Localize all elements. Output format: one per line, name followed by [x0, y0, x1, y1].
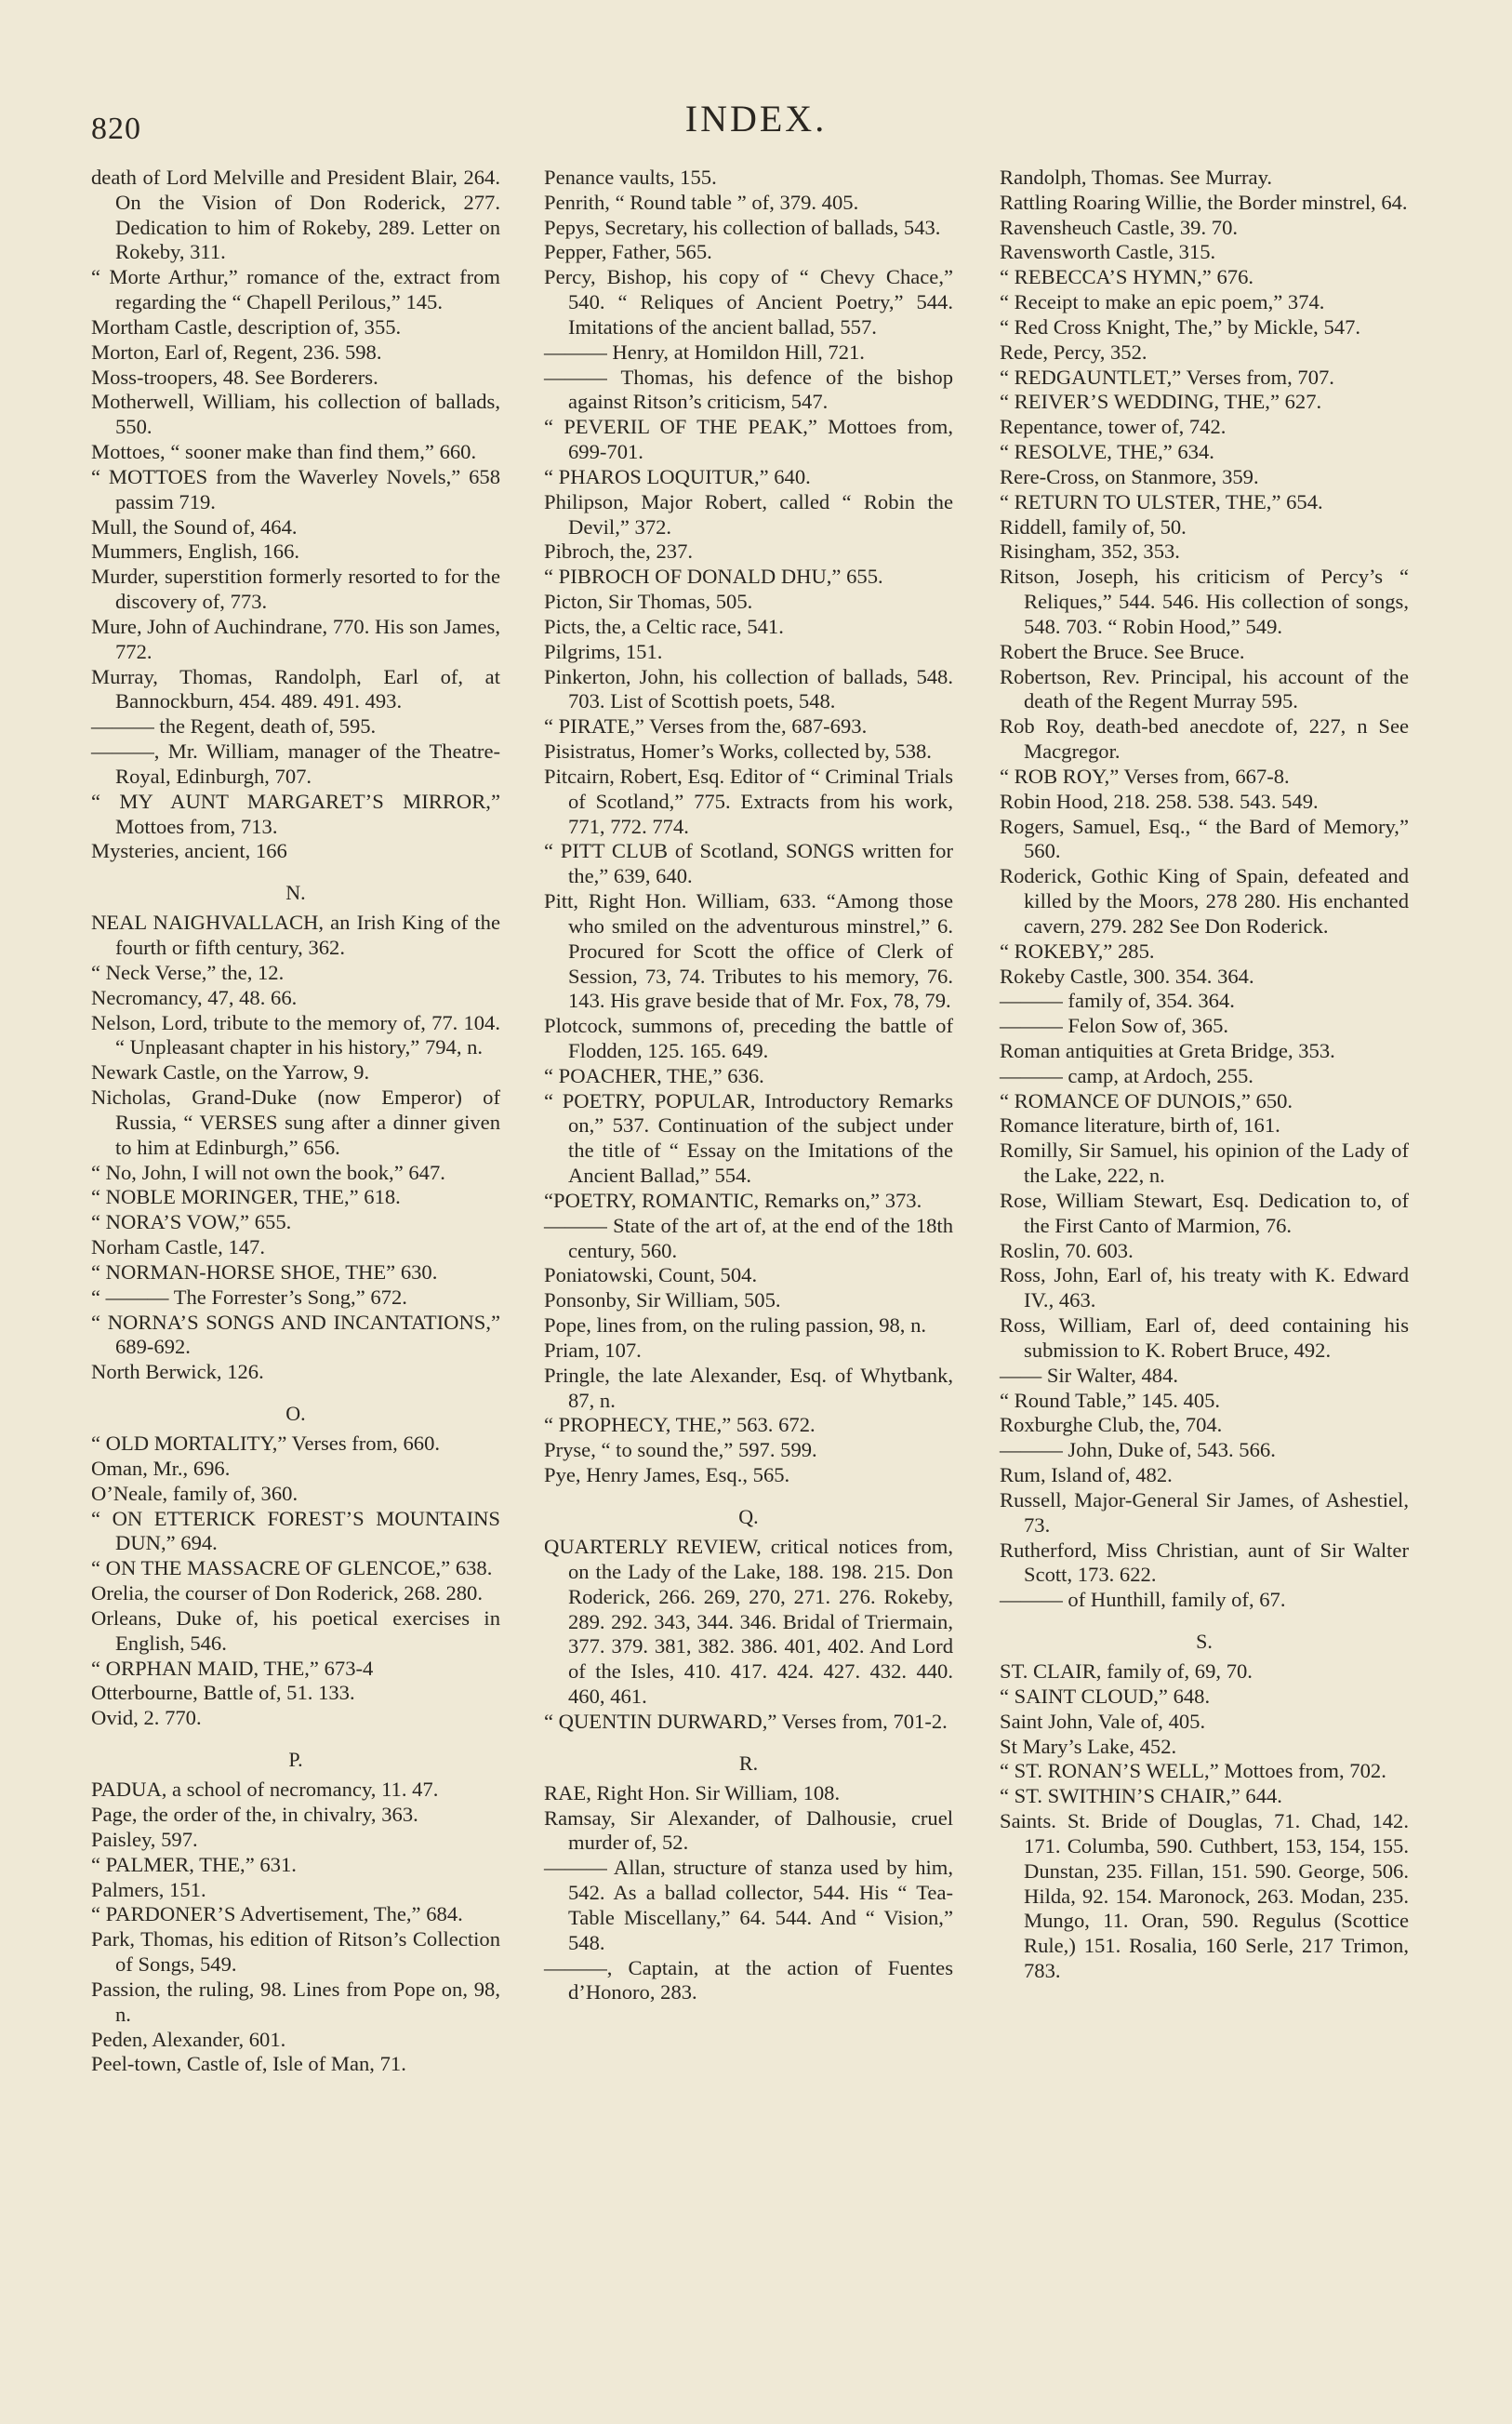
- index-entry: Rose, William Stewart, Esq. Dedication to, of the First Canto of Marmion, 76.: [1000, 1188, 1409, 1237]
- index-entry: “ ST. RONAN’S WELL,” Mottoes from, 702.: [1000, 1759, 1386, 1783]
- page-number: 820: [91, 112, 141, 146]
- index-entry: Palmers, 151.: [91, 1877, 206, 1901]
- index-entry: Passion, the ruling, 98. Lines from Pope on, 98, n.: [91, 1977, 500, 2026]
- index-entry: Roxburghe Club, the, 704.: [1000, 1413, 1223, 1437]
- running-head: INDEX.: [684, 98, 828, 140]
- index-entry: Rum, Island of, 482.: [1000, 1463, 1173, 1487]
- index-entry: NEAL NAIGHVALLACH, an Irish King of the fourth or fifth century, 362.: [91, 911, 500, 960]
- index-entry: Percy, Bishop, his copy of “ Chevy Chace,” 540. “ Reliques of Ancient Poetry,” 544. Imitations of the ancient ballad, 557.: [544, 265, 953, 339]
- index-entry: Orelia, the courser of Don Roderick, 268. 280.: [91, 1581, 484, 1605]
- index-entry: ——— State of the art of, at the end of the 18th century, 560.: [544, 1213, 953, 1262]
- index-entry: RAE, Right Hon. Sir William, 108.: [544, 1780, 841, 1805]
- index-entry: ——— John, Duke of, 543. 566.: [1000, 1438, 1276, 1462]
- index-entry: Newark Castle, on the Yarrow, 9.: [91, 1060, 370, 1085]
- index-entry: Rere-Cross, on Stanmore, 359.: [1000, 464, 1259, 488]
- index-entry: Plotcock, summons of, preceding the battle of Flodden, 125. 165. 649.: [544, 1014, 953, 1062]
- index-entry: Orleans, Duke of, his poetical exercises in English, 546.: [91, 1605, 500, 1655]
- index-entry: Rattling Roaring Willie, the Border minstrel, 64.: [1000, 190, 1408, 214]
- index-entry: North Berwick, 126.: [91, 1360, 264, 1384]
- index-entry: “ ORPHAN MAID, THE,” 673-4: [91, 1656, 374, 1680]
- index-entry: “ PALMER, THE,” 631.: [91, 1852, 297, 1876]
- index-entry: “ RESOLVE, THE,” 634.: [1000, 440, 1214, 464]
- index-entry: “ POETRY, POPULAR, Introductory Remarks on,” 537. Continuation of the subject under the title of “ Essay on the Imitations of the Ancient Ballad,” 554.: [544, 1088, 953, 1188]
- index-entry: “ NORNA’S SONGS AND INCANTATIONS,” 689-692.: [91, 1310, 500, 1359]
- index-entry: Roslin, 70. 603.: [1000, 1238, 1134, 1262]
- index-entry: Morton, Earl of, Regent, 236. 598.: [91, 340, 382, 364]
- index-entry: Norham Castle, 147.: [91, 1235, 265, 1259]
- index-entry: Saints. St. Bride of Douglas, 71. Chad, 142. 171. Columba, 590. Cuthbert, 153, 154, 155. Dunstan, 235. Fillan, 151. 590. George, 506. Hilda, 92. 154. Maronock, 263. Modan, 235. Mungo, 11. Oran, 590. Regulus (Scottice Rule,) 151. Rosalia, 160 Serle, 217 Trimon, 783.: [1000, 1809, 1409, 1983]
- index-entry: Pye, Henry James, Esq., 565.: [544, 1463, 790, 1487]
- index-column-3: [1000, 166, 1409, 1984]
- index-entry: ——— Thomas, his defence of the bishop against Ritson’s criticism, 547.: [544, 365, 953, 414]
- index-entry: “ NOBLE MORINGER, THE,” 618.: [91, 1185, 401, 1209]
- index-entry: “ ROKEBY,” 285.: [1000, 939, 1155, 963]
- index-entry: Saint John, Vale of, 405.: [1000, 1709, 1206, 1733]
- index-entry: “ REIVER’S WEDDING, THE,” 627.: [1000, 390, 1322, 414]
- index-entry: Rob Roy, death-bed anecdote of, 227, n See Macgregor.: [1000, 714, 1409, 764]
- index-entry: Mortham Castle, description of, 355.: [91, 314, 402, 339]
- index-entry: “ PROPHECY, THE,” 563. 672.: [544, 1413, 816, 1437]
- index-entry: Robert the Bruce. See Bruce.: [1000, 639, 1245, 663]
- index-entry: Pitt, Right Hon. William, 633. “Among those who smiled on the adventurous minstrel,” 6. Procured for Scott the office of Clerk of Session, 73, 74. Tributes to his memory, 76. 143. His grave beside that of Mr. Fox, 78, 79.: [544, 889, 953, 1013]
- index-entry: “ PEVERIL OF THE PEAK,” Mottoes from, 699-701.: [544, 415, 953, 464]
- index-entry: Otterbourne, Battle of, 51. 133.: [91, 1681, 355, 1705]
- index-entry: Picton, Sir Thomas, 505.: [544, 590, 753, 614]
- index-entry: “ Red Cross Knight, The,” by Mickle, 547.: [1000, 314, 1361, 339]
- index-entry: Mottoes, “ sooner make than find them,” 660.: [91, 440, 477, 464]
- index-entry: “ PIRATE,” Verses from the, 687-693.: [544, 714, 868, 739]
- index-entry: —— Sir Walter, 484.: [1000, 1363, 1179, 1387]
- index-entry: Mysteries, ancient, 166: [91, 839, 287, 863]
- index-entry: Riddell, family of, 50.: [1000, 514, 1187, 539]
- section-letter-heading: O.: [285, 1402, 306, 1426]
- index-entry: Repentance, tower of, 742.: [1000, 415, 1227, 439]
- index-entry: Murray, Thomas, Randolph, Earl of, at Bannockburn, 454. 489. 491. 493.: [91, 664, 500, 713]
- index-entry: Ross, John, Earl of, his treaty with K. Edward IV., 463.: [1000, 1263, 1409, 1312]
- index-entry: “ SAINT CLOUD,” 648.: [1000, 1684, 1211, 1708]
- index-entry: QUARTERLY REVIEW, critical notices from, on the Lady of the Lake, 188. 198. 215. Don Roderick, 266. 269, 270, 271. 276. Rokeby, 289. 292. 343, 344. 346. Bridal of Triermain, 377. 379. 381, 382. 386. 401, 402. And Lord of the Isles, 410. 417. 424. 427. 432. 440. 460, 461.: [544, 1535, 953, 1708]
- index-column-1: [91, 166, 500, 2077]
- index-entry: Necromancy, 47, 48. 66.: [91, 985, 298, 1009]
- index-entry: Pinkerton, John, his collection of ballads, 548. 703. List of Scottish poets, 548.: [544, 664, 953, 713]
- index-entry: Robin Hood, 218. 258. 538. 543. 549.: [1000, 789, 1319, 813]
- index-entry: Park, Thomas, his edition of Ritson’s Collection of Songs, 549.: [91, 1927, 500, 1977]
- index-entry: Pepper, Father, 565.: [544, 240, 712, 264]
- index-entry: “ ON THE MASSACRE OF GLENCOE,” 638.: [91, 1556, 493, 1580]
- index-entry: “ MY AUNT MARGARET’S MIRROR,” Mottoes from, 713.: [91, 789, 500, 838]
- index-entry: Pringle, the late Alexander, Esq. of Whytbank, 87, n.: [544, 1363, 953, 1412]
- index-entry: Murder, superstition formerly resorted to for the discovery of, 773.: [91, 565, 500, 614]
- index-entry: Rede, Percy, 352.: [1000, 340, 1147, 364]
- index-entry: Poniatowski, Count, 504.: [544, 1263, 758, 1287]
- index-entry: Ravensheuch Castle, 39. 70.: [1000, 215, 1239, 239]
- index-entry: “ ROB ROY,” Verses from, 667-8.: [1000, 764, 1290, 788]
- index-entry: Roderick, Gothic King of Spain, defeated and killed by the Moors, 278 280. His enchanted cavern, 279. 282 See Don Roderick.: [1000, 864, 1409, 938]
- index-entry: O’Neale, family of, 360.: [91, 1481, 298, 1505]
- index-entry: Pisistratus, Homer’s Works, collected by, 538.: [544, 739, 932, 764]
- index-entry: Page, the order of the, in chivalry, 363.: [91, 1803, 418, 1827]
- index-entry: Randolph, Thomas. See Murray.: [1000, 166, 1273, 189]
- index-entry: ——— family of, 354. 364.: [1000, 989, 1235, 1013]
- index-entry: Priam, 107.: [544, 1338, 642, 1362]
- index-entry: “ QUENTIN DURWARD,” Verses from, 701-2.: [544, 1709, 948, 1733]
- index-entry: Ross, William, Earl of, deed containing his submission to K. Robert Bruce, 492.: [1000, 1313, 1409, 1362]
- index-entry: Paisley, 597.: [91, 1827, 198, 1851]
- index-entry: ——— the Regent, death of, 595.: [91, 714, 377, 739]
- section-letter-heading: S.: [1196, 1630, 1213, 1654]
- index-entry: Nelson, Lord, tribute to the memory of, 77. 104. “ Unpleasant chapter in his history,” 794, n.: [91, 1010, 500, 1059]
- section-letter-heading: R.: [738, 1751, 759, 1775]
- index-entry: Pibroch, the, 237.: [544, 539, 694, 564]
- index-entry: ST. CLAIR, family of, 69, 70.: [1000, 1659, 1253, 1684]
- index-entry: Pitcairn, Robert, Esq. Editor of “ Criminal Trials of Scotland,” 775. Extracts from his work, 771, 772. 774.: [544, 764, 953, 838]
- index-entry: “ REDGAUNTLET,” Verses from, 707.: [1000, 365, 1334, 389]
- index-entry: “ ST. SWITHIN’S CHAIR,” 644.: [1000, 1784, 1282, 1808]
- index-entry: Penance vaults, 155.: [544, 166, 717, 189]
- index-entry: “POETRY, ROMANTIC, Remarks on,” 373.: [544, 1188, 922, 1212]
- index-entry: “ ROMANCE OF DUNOIS,” 650.: [1000, 1088, 1293, 1112]
- index-entry: “ PHAROS LOQUITUR,” 640.: [544, 464, 811, 488]
- index-entry: ——— Felon Sow of, 365.: [1000, 1014, 1229, 1038]
- index-entry: “ PITT CLUB of Scotland, SONGS written for the,” 639, 640.: [544, 839, 953, 888]
- index-entry: Peel-town, Castle of, Isle of Man, 71.: [91, 2052, 406, 2076]
- index-entry: ——— Henry, at Homildon Hill, 721.: [544, 340, 865, 364]
- index-entry: Ramsay, Sir Alexander, of Dalhousie, cruel murder of, 52.: [544, 1805, 953, 1855]
- index-entry: Pepys, Secretary, his collection of ballads, 543.: [544, 215, 941, 239]
- index-entry: “ Receipt to make an epic poem,” 374.: [1000, 290, 1325, 314]
- index-entry: “ REBECCA’S HYMN,” 676.: [1000, 265, 1254, 289]
- index-entry: death of Lord Melville and President Blair, 264. On the Vision of Don Roderick, 277. Dedication to him of Rokeby, 289. Letter on Rokeby, 311.: [91, 166, 500, 264]
- index-entry: Nicholas, Grand-Duke (now Emperor) of Russia, “ VERSES sung after a dinner given to him at Edinburgh,” 656.: [91, 1085, 500, 1159]
- index-entry: ——— Allan, structure of stanza used by him, 542. As a ballad collector, 544. His “ Tea-Table Miscellany,” 64. 544. And “ Vision,” 548.: [544, 1856, 953, 1954]
- index-entry: “ MOTTOES from the Waverley Novels,” 658 passim 719.: [91, 464, 500, 513]
- index-entry: “ Neck Verse,” the, 12.: [91, 960, 285, 984]
- index-entry: Robertson, Rev. Principal, his account of the death of the Regent Murray 595.: [1000, 664, 1409, 713]
- index-entry: Pope, lines from, on the ruling passion, 98, n.: [544, 1313, 927, 1338]
- index-entry: Picts, the, a Celtic race, 541.: [544, 614, 784, 638]
- index-entry: Romilly, Sir Samuel, his opinion of the Lady of the Lake, 222, n.: [1000, 1139, 1409, 1188]
- section-letter-heading: Q.: [738, 1504, 759, 1528]
- index-entry: Romance literature, birth of, 161.: [1000, 1113, 1280, 1138]
- index-entry: “ ON ETTERICK FOREST’S MOUNTAINS DUN,” 694.: [91, 1506, 500, 1555]
- index-entry: Pryse, “ to sound the,” 597. 599.: [544, 1438, 817, 1462]
- index-entry: Pilgrims, 151.: [544, 639, 663, 663]
- index-entry: Russell, Major-General Sir James, of Ashestiel, 73.: [1000, 1487, 1409, 1537]
- index-entry: “ OLD MORTALITY,” Verses from, 660.: [91, 1432, 441, 1456]
- index-entry: Motherwell, William, his collection of ballads, 550.: [91, 390, 500, 439]
- index-entry: “ RETURN TO ULSTER, THE,” 654.: [1000, 489, 1323, 513]
- index-entry: Rutherford, Miss Christian, aunt of Sir Walter Scott, 173. 622.: [1000, 1538, 1409, 1587]
- index-entry: “ POACHER, THE,” 636.: [544, 1063, 764, 1087]
- index-entry: Ponsonby, Sir William, 505.: [544, 1288, 781, 1312]
- index-entry: Roman antiquities at Greta Bridge, 353.: [1000, 1038, 1335, 1062]
- index-entry: Philipson, Major Robert, called “ Robin the Devil,” 372.: [544, 489, 953, 539]
- index-entry: Penrith, “ Round table ” of, 379. 405.: [544, 190, 859, 214]
- index-entry: Ritson, Joseph, his criticism of Percy’s “ Reliques,” 544. 546. His collection of songs, 548. 703. “ Robin Hood,” 549.: [1000, 565, 1409, 638]
- index-entry: Rogers, Samuel, Esq., “ the Bard of Memory,” 560.: [1000, 814, 1409, 863]
- index-entry: Oman, Mr., 696.: [91, 1457, 231, 1480]
- index-entry: “ PIBROCH OF DONALD DHU,” 655.: [544, 565, 883, 589]
- index-entry: Mull, the Sound of, 464.: [91, 514, 298, 539]
- index-entry: Mummers, English, 166.: [91, 539, 300, 564]
- index-entry: Mure, John of Auchindrane, 770. His son James, 772.: [91, 614, 500, 663]
- section-letter-heading: P.: [288, 1748, 303, 1772]
- section-letter-heading: N.: [285, 881, 306, 905]
- index-entry: ———, Captain, at the action of Fuentes d’Honoro, 283.: [544, 1955, 953, 2004]
- index-entry: “ Round Table,” 145. 405.: [1000, 1388, 1221, 1412]
- index-column-2: [544, 166, 953, 2005]
- index-entry: “ NORMAN-HORSE SHOE, THE” 630.: [91, 1259, 438, 1284]
- index-entry: Moss-troopers, 48. See Borderers.: [91, 365, 378, 389]
- index-entry: “ ——— The Forrester’s Song,” 672.: [91, 1285, 407, 1309]
- index-entry: Ovid, 2. 770.: [91, 1706, 202, 1730]
- index-entry: “ No, John, I will not own the book,” 647.: [91, 1160, 445, 1184]
- index-entry: Peden, Alexander, 601.: [91, 2027, 286, 2051]
- index-entry: ——— of Hunthill, family of, 67.: [1000, 1588, 1286, 1612]
- index-entry: ——— camp, at Ardoch, 255.: [1000, 1063, 1253, 1087]
- index-entry: “ NORA’S VOW,” 655.: [91, 1210, 292, 1234]
- index-entry: “ PARDONER’S Advertisement, The,” 684.: [91, 1902, 463, 1926]
- index-entry: Ravensworth Castle, 315.: [1000, 240, 1216, 264]
- index-entry: PADUA, a school of necromancy, 11. 47.: [91, 1778, 439, 1802]
- index-entry: ———, Mr. William, manager of the Theatre-Royal, Edinburgh, 707.: [91, 739, 500, 788]
- index-entry: Rokeby Castle, 300. 354. 364.: [1000, 964, 1254, 988]
- index-entry: “ Morte Arthur,” romance of the, extract from regarding the “ Chapell Perilous,” 145.: [91, 265, 500, 314]
- index-entry: St Mary’s Lake, 452.: [1000, 1734, 1177, 1758]
- index-entry: Risingham, 352, 353.: [1000, 539, 1180, 564]
